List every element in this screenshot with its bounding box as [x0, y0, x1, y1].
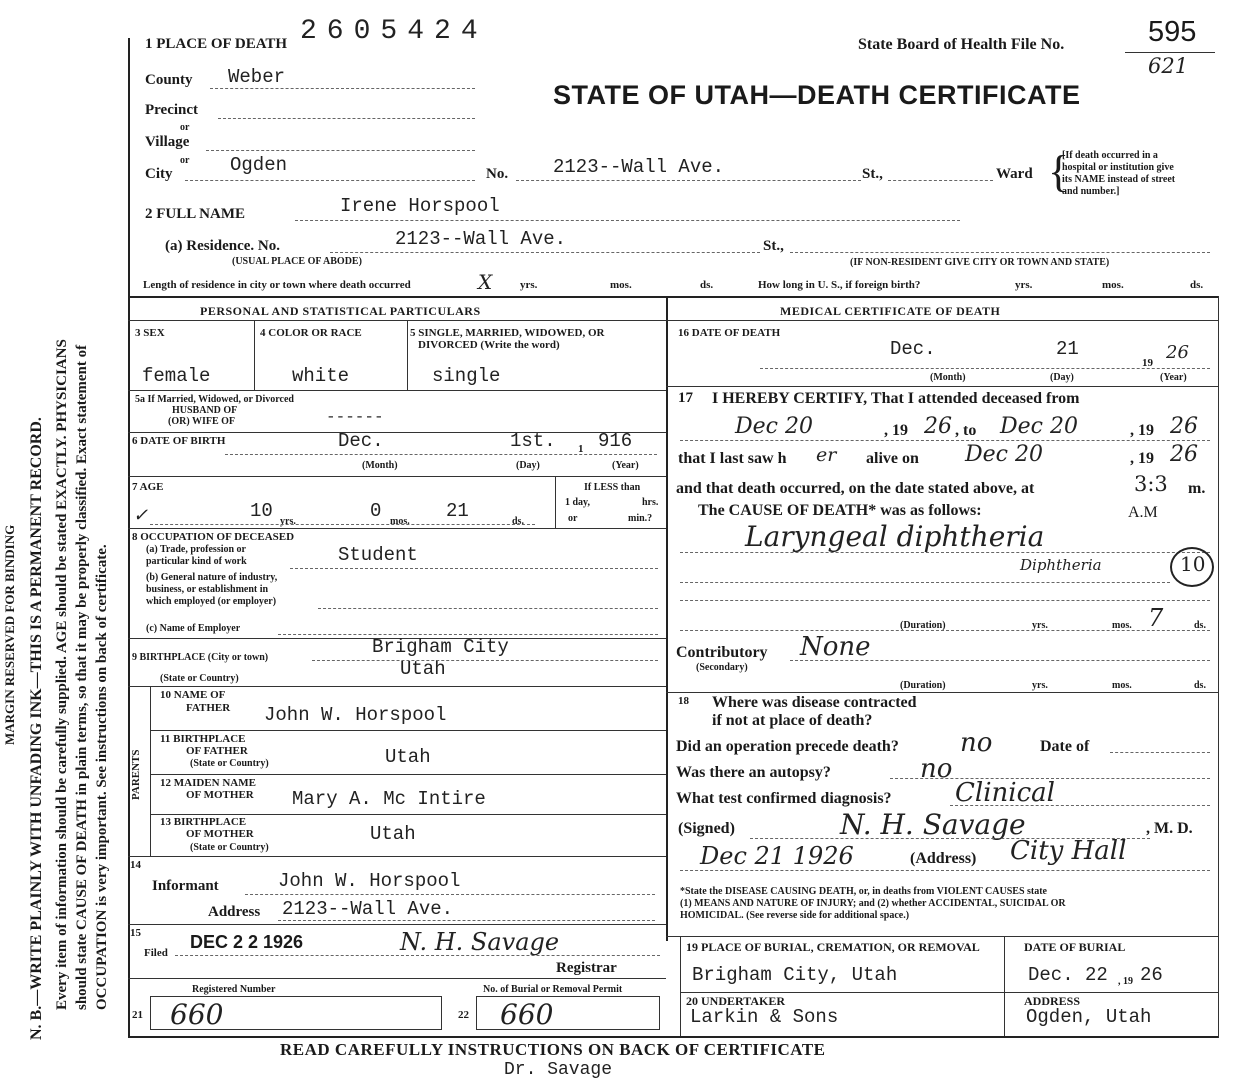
- medical-row-divider-17: [666, 692, 1218, 693]
- father-birthplace-label-2: OF FATHER: [186, 745, 248, 757]
- cause-line-1: [680, 552, 1210, 553]
- dob-month-sublabel: (Month): [362, 460, 398, 471]
- burial-divider-mid: [1004, 936, 1005, 1036]
- occupation-a-1: (a) Trade, profession or: [146, 544, 246, 555]
- age-line: [150, 524, 535, 525]
- or-label-1: or: [180, 122, 190, 133]
- last-saw-date: Dec 20: [965, 442, 1043, 467]
- death-date-line: [760, 368, 1210, 369]
- margin-instruction-line-2: should state CAUSE OF DEATH in plain terms, so that it may be properly classified. Exact statement of: [74, 344, 90, 1010]
- last-saw-year-prefix: , 19: [1130, 450, 1154, 467]
- birthplace-label: 9 BIRTHPLACE (City or town): [132, 652, 269, 663]
- father-name-label-2: FATHER: [186, 702, 231, 714]
- burial-place: Brigham City, Utah: [692, 964, 898, 986]
- last-saw-year: 26: [1170, 442, 1198, 467]
- informant-number: 14: [130, 859, 141, 871]
- operation-value: no: [960, 728, 993, 758]
- row-divider-9: [128, 686, 666, 687]
- death-day-sublabel: (Day): [1050, 372, 1074, 383]
- certify-number: 17: [678, 390, 693, 406]
- informant-line: [245, 894, 655, 895]
- age-ds-unit: ds.: [512, 516, 524, 527]
- residence-yrs-unit: yrs.: [520, 279, 538, 291]
- age-less-divider: [555, 476, 556, 528]
- employer-label: (c) Name of Employer: [146, 623, 241, 634]
- burial-date-label: DATE OF BURIAL: [1024, 940, 1126, 954]
- death-year-sublabel: (Year): [1160, 372, 1187, 383]
- personal-section-title: PERSONAL AND STATISTICAL PARTICULARS: [200, 304, 481, 318]
- dob-year-prefix: 1: [578, 443, 584, 455]
- margin-instruction-line-1: Every item of information should be carefully supplied. AGE should be stated EXACTLY. PHYSICIANS: [54, 339, 70, 1010]
- residence-ds-unit: ds.: [700, 279, 714, 291]
- contributory-value: None: [800, 632, 871, 662]
- undertaker-address: Ogden, Utah: [1026, 1006, 1152, 1028]
- residence-mos-unit: mos.: [610, 279, 632, 291]
- row-divider-7: [128, 528, 666, 529]
- occupation-b-1: (b) General nature of industry,: [146, 572, 278, 583]
- filed-label: Filed: [144, 947, 168, 959]
- age-days: 21: [446, 500, 469, 522]
- less-than-label-1: If LESS than: [584, 482, 641, 493]
- residence-sublabel: (USUAL PLACE OF ABODE): [232, 256, 362, 267]
- duration2-label: (Duration): [900, 680, 946, 691]
- death-month-sublabel: (Month): [930, 372, 966, 383]
- cause-of-death: Laryngeal diphtheria: [745, 520, 1045, 553]
- burial-year: 26: [1140, 964, 1163, 986]
- color-value: white: [292, 365, 350, 387]
- column-divider: [666, 296, 668, 941]
- death-date-label: 16 DATE OF DEATH: [678, 327, 781, 339]
- death-date-year: 26: [1166, 342, 1189, 363]
- full-name-label: 2 FULL NAME: [145, 206, 246, 222]
- marital-label: 5 SINGLE, MARRIED, WIDOWED, OR: [410, 327, 605, 339]
- dob-day-sublabel: (Day): [516, 460, 540, 471]
- us-ds-unit: ds.: [1190, 279, 1204, 291]
- residence-label: (a) Residence. No.: [165, 238, 280, 254]
- q18-line-2: if not at place of death?: [712, 712, 873, 729]
- duration-line: [680, 630, 1210, 631]
- spouse-label-3: (OR) WIFE OF: [168, 416, 236, 427]
- spouse-label-1: 5a If Married, Widowed, or Divorced: [135, 394, 294, 405]
- contributory-line: [790, 660, 1210, 661]
- attended-to-label: , to: [955, 422, 977, 439]
- duration-ds: ds.: [1194, 620, 1206, 631]
- filed-line: [175, 955, 660, 956]
- alive-on-label: alive on: [866, 450, 919, 467]
- informant-name: John W. Horspool: [278, 870, 461, 892]
- undertaker-label: 20 UNDERTAKER: [686, 994, 786, 1008]
- dob-line: [225, 454, 657, 455]
- attended-to-date: Dec 20: [1000, 414, 1078, 439]
- industry-line: [318, 608, 658, 609]
- medical-note-1: *State the DISEASE CAUSING DEATH, or, in deaths from VIOLENT CAUSES state: [680, 886, 1047, 897]
- cause-code: 10: [1180, 552, 1206, 576]
- death-address-value: 2123--Wall Ave.: [553, 156, 725, 178]
- less-than-label-3: hrs.: [642, 497, 659, 508]
- sex-label: 3 SEX: [135, 327, 165, 339]
- section-title-underline-right: [666, 320, 1218, 321]
- undertaker-address-label: ADDRESS: [1024, 994, 1081, 1008]
- village-line: [206, 150, 475, 151]
- us-mos-unit: mos.: [1102, 279, 1124, 291]
- informant-label: Informant: [152, 878, 219, 894]
- operation-line: [1110, 752, 1210, 753]
- father-name-label-1: 10 NAME OF: [160, 689, 226, 701]
- occupation-value: Student: [338, 544, 418, 566]
- death-date-day: 21: [1056, 338, 1079, 360]
- physician-signature: N. H. Savage: [840, 808, 1026, 841]
- duration2-yrs: yrs.: [1032, 680, 1048, 691]
- cause-line-2: [680, 582, 1170, 583]
- occupation-b-3: which employed (or employer): [146, 596, 277, 607]
- test-label: What test confirmed diagnosis?: [676, 790, 892, 807]
- test-value: Clinical: [955, 778, 1055, 808]
- full-name-line: [295, 220, 960, 221]
- age-label: 7 AGE: [132, 481, 164, 493]
- duration-days-value: 7: [1148, 604, 1164, 632]
- binding-margin-text: MARGIN RESERVED FOR BINDING: [2, 524, 17, 745]
- burial-year-prefix: , 19: [1118, 976, 1133, 987]
- physician-address-label: (Address): [910, 850, 977, 867]
- marital-value: single: [432, 365, 501, 387]
- residence-street-label: St.,: [763, 238, 784, 254]
- permit-number: 660: [500, 998, 554, 1031]
- employer-line: [278, 634, 658, 635]
- length-of-residence-label: Length of residence in city or town where death occurred: [143, 279, 411, 291]
- operation-label: Did an operation precede death?: [676, 738, 899, 755]
- row-divider-5a: [128, 432, 666, 433]
- permit-prefix: 22: [458, 1009, 469, 1021]
- street-line: [888, 180, 993, 181]
- file-number-label: State Board of Health File No.: [858, 36, 1065, 53]
- less-than-label-4: or: [568, 513, 578, 524]
- city-value: Ogden: [230, 154, 288, 176]
- county-label: County: [145, 72, 193, 88]
- attended-from-year: 26: [924, 414, 952, 439]
- row-divider-3: [128, 390, 666, 391]
- residence-line: [330, 252, 760, 253]
- mother-birthplace-label-3: (State or Country): [190, 842, 269, 853]
- medical-note-3: HOMICIDAL. (See reverse side for additional space.): [680, 910, 910, 921]
- row-divider-15: [128, 978, 666, 979]
- medical-row-divider-18: [666, 936, 1218, 937]
- row-divider-11: [150, 774, 666, 775]
- registrar-signature: N. H. Savage: [400, 928, 560, 956]
- row-divider-12: [150, 814, 666, 815]
- county-value: Weber: [228, 66, 286, 88]
- date-of-label: Date of: [1040, 738, 1090, 755]
- occupation-b-2: business, or establishment in: [146, 584, 269, 595]
- father-birthplace: Utah: [385, 746, 431, 768]
- birthplace-city: Brigham City: [372, 636, 509, 658]
- mother-name-label-2: OF MOTHER: [186, 789, 254, 801]
- frame-right-border: [1218, 296, 1219, 1038]
- registered-number-prefix: 21: [132, 1009, 143, 1021]
- physician-address: City Hall: [1010, 836, 1127, 866]
- registered-number-box: [150, 996, 442, 1030]
- street-label: St.,: [862, 166, 883, 182]
- q18-number: 18: [678, 695, 689, 707]
- last-saw-label: that I last saw h: [678, 450, 787, 467]
- dob-day: 1st.: [510, 430, 556, 452]
- age-months: 0: [370, 500, 382, 522]
- death-date-year-prefix: 19: [1142, 357, 1153, 369]
- row-divider-10: [150, 730, 666, 731]
- q18-line-1: Where was disease contracted: [712, 694, 917, 711]
- dob-year-sublabel: (Year): [612, 460, 639, 471]
- burial-divider-left: [680, 936, 681, 1036]
- signed-label: (Signed): [678, 820, 735, 837]
- mother-name-label-1: 12 MAIDEN NAME: [160, 777, 256, 789]
- ward-note-2: hospital or institution give: [1062, 162, 1174, 173]
- section-title-underline-left: [128, 320, 666, 321]
- attended-from-year-prefix: , 19: [884, 422, 908, 439]
- us-residence-label: How long in U. S., if foreign birth?: [758, 279, 921, 291]
- full-name-value: Irene Horspool: [340, 195, 500, 217]
- father-birthplace-label-3: (State or Country): [190, 758, 269, 769]
- city-line: [185, 180, 475, 181]
- file-number-handwritten: 621: [1148, 54, 1189, 78]
- informant-address-line: [278, 920, 655, 921]
- duration-label: (Duration): [900, 620, 946, 631]
- precinct-line: [218, 118, 475, 119]
- contributory-label: Contributory: [676, 644, 768, 661]
- margin-warning-line: N. B.—WRITE PLAINLY WITH UNFADING INK—THIS IS A PERMANENT RECORD.: [28, 417, 45, 1040]
- residence-city-line: [790, 252, 1210, 253]
- sex-color-divider: [254, 320, 255, 390]
- ward-label: Ward: [996, 166, 1033, 182]
- cause-of-death-typed: Diphtheria: [1020, 556, 1102, 574]
- duration-mos: mos.: [1112, 620, 1132, 631]
- file-number: 595: [1148, 16, 1197, 48]
- test-line: [950, 805, 1210, 806]
- ward-note-bracket: {: [1048, 147, 1070, 196]
- county-line: [210, 88, 475, 89]
- father-birthplace-label-1: 11 BIRTHPLACE: [160, 733, 246, 745]
- frame-left-border: [128, 38, 130, 1038]
- informant-address: 2123--Wall Ave.: [282, 898, 454, 920]
- cause-of-death-label: The CAUSE OF DEATH* was as follows:: [698, 502, 982, 519]
- age-check-mark: ✓: [133, 505, 149, 526]
- stamp-number: 2605424: [300, 16, 488, 47]
- birthplace-line: [312, 660, 658, 661]
- address-line: [680, 870, 1210, 871]
- dob-label: 6 DATE OF BIRTH: [132, 435, 226, 447]
- dob-month: Dec.: [338, 430, 384, 452]
- form-bottom-border: [128, 1036, 1218, 1038]
- death-occurred-label: and that death occurred, on the date stated above, at: [676, 480, 1035, 497]
- parents-label: PARENTS: [130, 749, 142, 800]
- autopsy-value: no: [920, 754, 953, 784]
- medical-note-2: (1) MEANS AND NATURE OF INJURY; and (2) whether ACCIDENTAL, SUICIDAL OR: [680, 898, 1066, 909]
- length-of-residence-mark: X: [478, 270, 493, 294]
- row-divider-14: [128, 924, 666, 925]
- undertaker-value: Larkin & Sons: [690, 1006, 839, 1028]
- filed-date-stamp: DEC 2 2 1926: [190, 932, 304, 952]
- certificate-title: STATE OF UTAH—DEATH CERTIFICATE: [553, 80, 1081, 110]
- duration2-ds: ds.: [1194, 680, 1206, 691]
- permit-label: No. of Burial or Removal Permit: [483, 984, 623, 995]
- less-than-label-2: 1 day,: [565, 497, 591, 508]
- certify-text: I HEREBY CERTIFY, That I attended deceased from: [712, 390, 1080, 407]
- file-number-line: [1125, 52, 1215, 53]
- us-yrs-unit: yrs.: [1015, 279, 1033, 291]
- mother-name: Mary A. Mc Intire: [292, 788, 486, 810]
- footer-note: Dr. Savage: [504, 1060, 613, 1080]
- occupation-a-2: particular kind of work: [146, 556, 247, 567]
- death-time: 3:3: [1134, 472, 1168, 496]
- birthplace-state-label: (State or Country): [160, 673, 239, 684]
- mother-birthplace-label-2: OF MOTHER: [186, 828, 254, 840]
- death-date-month: Dec.: [890, 338, 936, 360]
- burial-place-label: 19 PLACE OF BURIAL, CREMATION, OR REMOVAL: [686, 940, 980, 954]
- attended-from-date: Dec 20: [735, 414, 813, 439]
- marital-label-2: DIVORCED (Write the word): [418, 339, 560, 351]
- attended-line: [680, 440, 1210, 441]
- burial-date: Dec. 22: [1028, 964, 1108, 986]
- registrar-label: Registrar: [556, 960, 617, 976]
- death-time-suffix: m.: [1188, 480, 1206, 497]
- age-years: 10: [250, 500, 273, 522]
- residence-value: 2123--Wall Ave.: [395, 228, 567, 250]
- death-time-am: A.M: [1128, 504, 1158, 521]
- parents-divider: [150, 686, 151, 856]
- attended-to-year-prefix: , 19: [1130, 422, 1154, 439]
- margin-instruction-line-3: OCCUPATION is very important. See instructions on back of certificate.: [94, 544, 110, 1010]
- color-label: 4 COLOR OR RACE: [260, 327, 362, 339]
- row-divider-6: [128, 476, 666, 477]
- ward-note-3: its NAME instead of street: [1062, 174, 1176, 185]
- death-address-line: [516, 180, 861, 181]
- duration-yrs: yrs.: [1032, 620, 1048, 631]
- village-label: Village: [145, 134, 190, 150]
- attended-to-year: 26: [1170, 414, 1198, 439]
- occupation-line: [290, 568, 658, 569]
- signed-date: Dec 21 1926: [700, 842, 854, 870]
- mother-birthplace-label-1: 13 BIRTHPLACE: [160, 816, 247, 828]
- father-name: John W. Horspool: [264, 704, 447, 726]
- permit-number-box: [476, 996, 660, 1030]
- mother-birthplace: Utah: [370, 823, 416, 845]
- occupation-label: 8 OCCUPATION OF DECEASED: [132, 531, 295, 543]
- medical-row-divider-16: [666, 386, 1218, 387]
- nonresident-note: (IF NON-RESIDENT GIVE CITY OR TOWN AND STATE): [850, 257, 1110, 268]
- contributory-sublabel: (Secondary): [696, 662, 748, 673]
- cause-line-3: [680, 600, 1210, 601]
- registered-number-label: Registered Number: [192, 984, 276, 995]
- section-divider-top: [128, 296, 1218, 298]
- informant-address-label: Address: [208, 904, 261, 920]
- md-label: , M. D.: [1146, 820, 1193, 837]
- autopsy-label: Was there an autopsy?: [676, 764, 831, 781]
- or-label-2: or: [180, 155, 190, 166]
- dob-year: 916: [598, 430, 633, 452]
- medical-section-title: MEDICAL CERTIFICATE OF DEATH: [780, 304, 1001, 318]
- footer-instructions: READ CAREFULLY INSTRUCTIONS ON BACK OF CERTIFICATE: [280, 1040, 826, 1059]
- last-saw-pronoun: er: [816, 444, 837, 466]
- street-number-label: No.: [486, 166, 509, 182]
- spouse-value: ------: [326, 408, 384, 426]
- age-yrs-unit: yrs.: [280, 516, 296, 527]
- place-of-death-label: 1 PLACE OF DEATH: [145, 36, 288, 52]
- city-label: City: [145, 166, 173, 182]
- spouse-label-2: HUSBAND OF: [172, 405, 238, 416]
- age-mos-unit: mos.: [390, 516, 410, 527]
- filed-number: 15: [130, 927, 141, 939]
- ward-note-1: [If death occurred in a: [1062, 150, 1158, 161]
- sex-value: female: [142, 365, 211, 387]
- precinct-label: Precinct: [145, 102, 199, 118]
- less-than-label-5: min.?: [628, 513, 653, 524]
- row-divider-13: [128, 856, 666, 857]
- registered-number: 660: [170, 998, 224, 1031]
- burial-row-divider: [680, 992, 1218, 993]
- color-marital-divider: [407, 320, 408, 390]
- birthplace-state: Utah: [400, 658, 446, 680]
- ward-note-4: and number.]: [1062, 186, 1120, 197]
- duration2-mos: mos.: [1112, 680, 1132, 691]
